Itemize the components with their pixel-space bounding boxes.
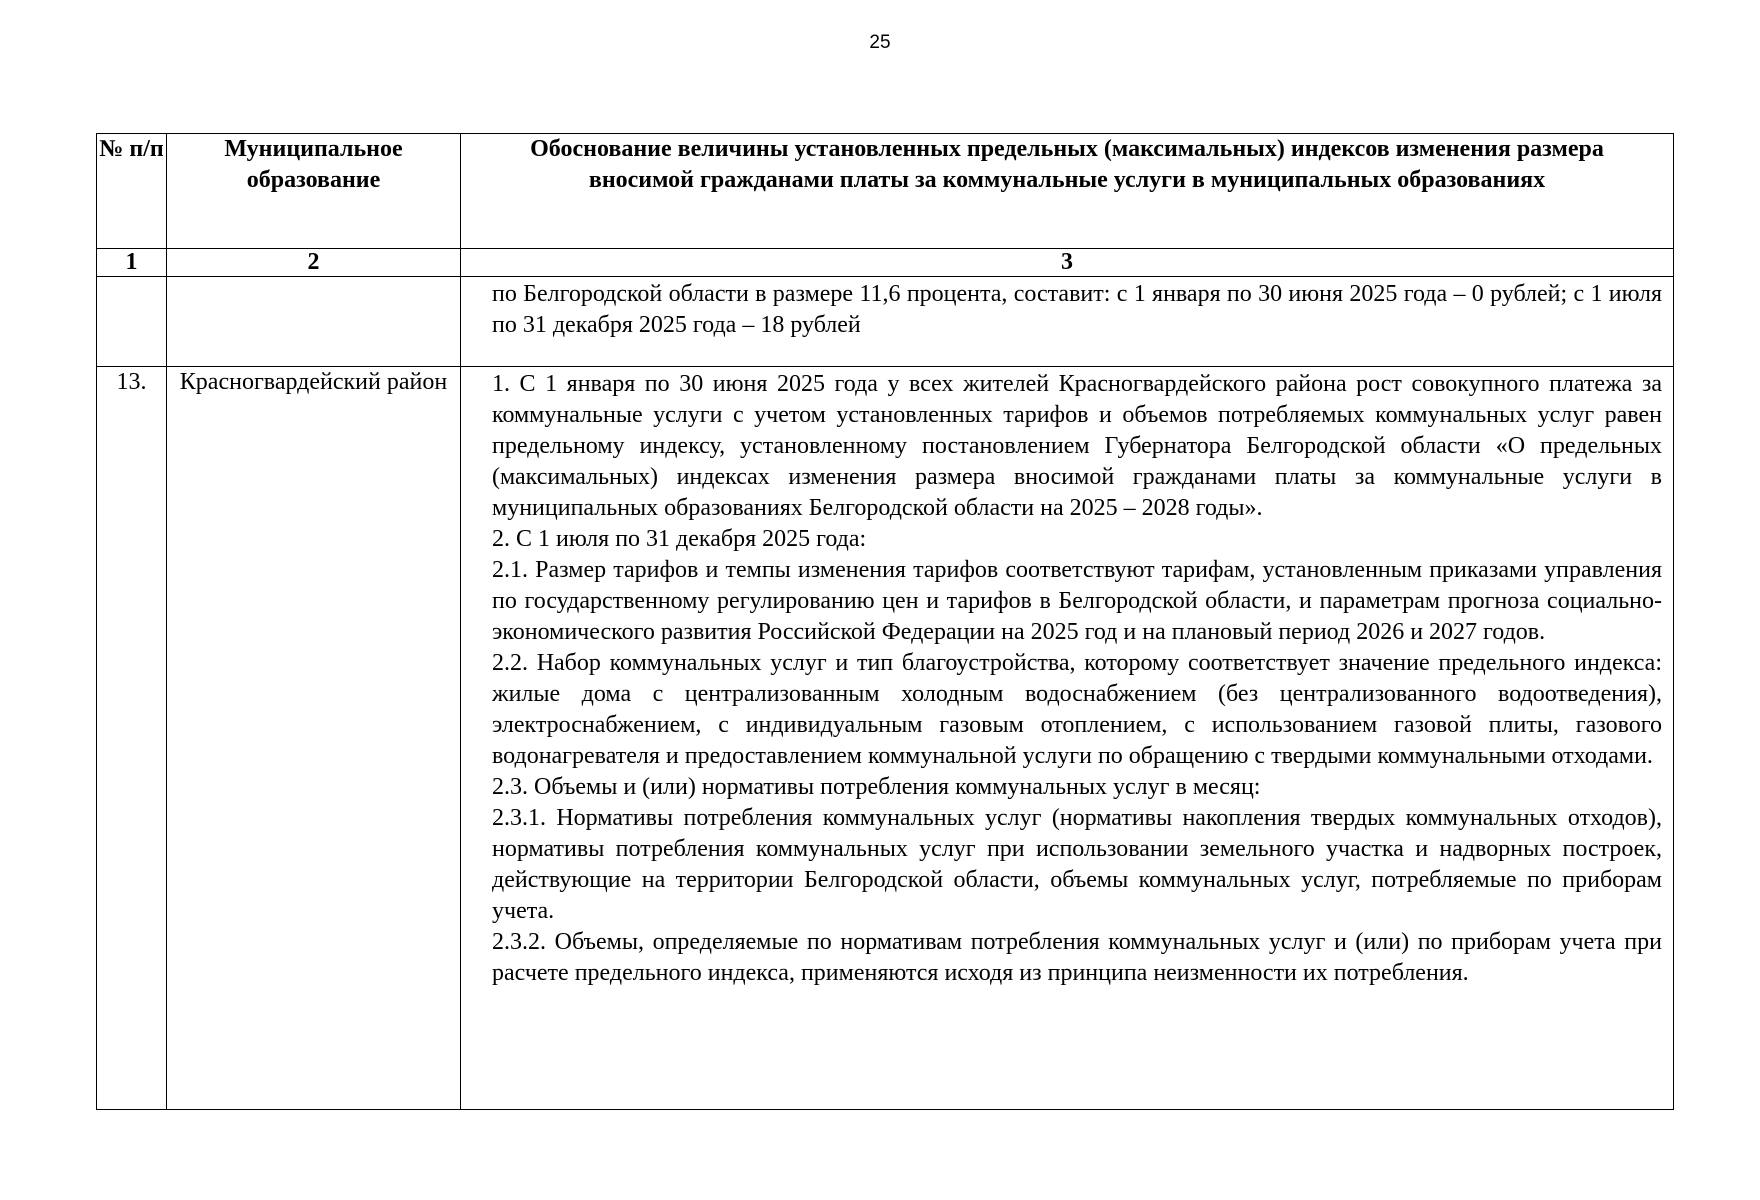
header-number: № п/п: [97, 134, 167, 249]
paragraph-2-3-2: 2.3.2. Объемы, определяемые по нормативам потребления коммунальных услуг и (или) по приборам учета при расчете предельного индекса, применяются исходя из принципа неизменности их потребления.: [492, 929, 1662, 986]
row-justification-cell: [461, 367, 1674, 1110]
continuation-text: по Белгородской области в размере 11,6 процента, составит: с 1 января по 30 июня 2025 года – 0 рублей; с 1 июля по 31 декабря 2025 года – 18 рублей: [492, 281, 1662, 338]
paragraph-2-2: 2.2. Набор коммунальных услуг и тип благоустройства, которому соответствует значение предельного индекса: жилые дома с централизованным холодным водоснабжением (без централизованного водоотведения), электроснабжением, с индивидуальным газовым отоплением, с использованием газовой плиты, газового водонагревателя и предоставлением коммунальной услуги по обращению с твердыми коммунальными отходами.: [492, 650, 1662, 769]
column-number-1: 1: [97, 249, 167, 277]
paragraph-2: 2. С 1 июля по 31 декабря 2025 года:: [492, 526, 867, 552]
column-number-row: [97, 249, 1674, 277]
continuation-row: [97, 277, 1674, 367]
table-row: [97, 367, 1674, 1110]
header-justification: Обоснование величины установленных предельных (максимальных) индексов изменения размера вносимой гражданами платы за коммунальные услуги в муниципальных образованиях: [461, 134, 1674, 249]
justification-text: [461, 367, 1673, 989]
table-header-row: [97, 134, 1674, 249]
continuation-cell: [461, 277, 1674, 367]
header-municipality: Муниципальное образование: [167, 134, 461, 249]
column-number-3: 3: [461, 249, 1674, 277]
row-number: 13.: [97, 367, 167, 1110]
paragraph-1: 1. С 1 января по 30 июня 2025 года у всех жителей Красногвардейского района рост совокупного платежа за коммунальные услуги с учетом установленных тарифов и объемов потребляемых коммунальных услуг равен предельному индексу, установленному постановлением Губернатора Белгородской области «О предельных (максимальных) индексах изменения размера вносимой гражданами платы за коммунальные услуги в муниципальных образованиях Белгородской области на 2025 – 2028 годы».: [492, 371, 1662, 521]
paragraph-2-1: 2.1. Размер тарифов и темпы изменения тарифов соответствуют тарифам, установленным приказами управления по государственному регулированию цен и тарифов в Белгородской области, и параметрам прогноза социально-экономического развития Российской Федерации на 2025 год и на плановый период 2026 и 2027 годов.: [492, 557, 1662, 645]
row-municipality: Красногвардейский район: [167, 367, 461, 1110]
continuation-empty-muni: [167, 277, 461, 367]
justification-table: [96, 133, 1674, 1110]
continuation-empty-num: [97, 277, 167, 367]
paragraph-2-3-1: 2.3.1. Нормативы потребления коммунальных услуг (нормативы накопления твердых коммунальных отходов), нормативы потребления коммунальных услуг при использовании земельного участка и надворных построек, действующие на территории Белгородской области, объемы коммунальных услуг, потребляемые по приборам учета.: [492, 805, 1662, 924]
page-number: 25: [869, 32, 891, 53]
paragraph-2-3: 2.3. Объемы и (или) нормативы потребления коммунальных услуг в месяц:: [492, 774, 1261, 800]
column-number-2: 2: [167, 249, 461, 277]
